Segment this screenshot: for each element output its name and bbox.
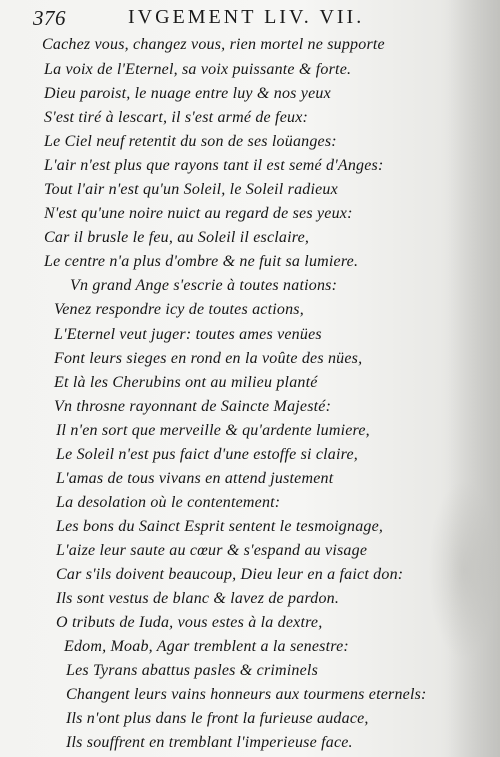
verse-line: Ils sont vestus de blanc & lavez de pardon. xyxy=(56,590,340,607)
verse-line: N'est qu'une noire nuict au regard de ses yeux: xyxy=(44,205,353,222)
verse-line: O tributs de Iuda, vous estes à la dextre, xyxy=(56,614,323,631)
verse-line: Ils souffrent en tremblant l'imperieuse face. xyxy=(66,734,353,751)
verse-line: Edom, Moab, Agar tremblent a la senestre: xyxy=(64,638,349,655)
verse-line: Car il brusle le feu, au Soleil il esclaire, xyxy=(44,229,310,246)
verse-line: S'est tiré à lescart, il s'est armé de feux: xyxy=(44,109,309,126)
verse-line: La voix de l'Eternel, sa voix puissante & forte. xyxy=(44,61,352,78)
verse-line: La desolation où le contentement: xyxy=(56,494,281,511)
verse-line: Changent leurs vains honneurs aux tourmens eternels: xyxy=(66,686,427,703)
verse-line: Le Ciel neuf retentit du son de ses loüanges: xyxy=(44,133,337,150)
verse-line: L'aize leur saute au cœur & s'espand au visage xyxy=(56,542,368,559)
verse-line: L'Eternel veut juger: toutes ames venües xyxy=(54,326,322,343)
verse-line: Dieu paroist, le nuage entre luy & nos yeux xyxy=(44,85,331,102)
verse-line: L'air n'est plus que rayons tant il est semé d'Anges: xyxy=(44,157,384,174)
verse-line: Les Tyrans abattus pasles & criminels xyxy=(66,662,319,679)
verse-line: Le Soleil n'est pus faict d'une estoffe si claire, xyxy=(56,446,358,463)
verse-line: Vn grand Ange s'escrie à toutes nations: xyxy=(70,277,338,294)
verse-line: L'amas de tous vivans en attend justement xyxy=(56,470,334,487)
page-number: 376 xyxy=(33,6,66,30)
verse-line: Le centre n'a plus d'ombre & ne fuit sa lumiere. xyxy=(44,253,359,270)
verse-line: Car s'ils doivent beaucoup, Dieu leur en a faict don: xyxy=(56,566,404,583)
running-head: IVGEMENT LIV. VII. xyxy=(128,6,365,28)
verse-line: Tout l'air n'est qu'un Soleil, le Soleil radieux xyxy=(44,181,338,198)
verse-line: Il n'en sort que merveille & qu'ardente lumiere, xyxy=(56,422,370,439)
verse-line: Font leurs sieges en rond en la voûte des nües, xyxy=(54,350,363,367)
verse-line: Venez respondre icy de toutes actions, xyxy=(54,301,304,318)
verse-line: Ils n'ont plus dans le front la furieuse audace, xyxy=(66,710,369,727)
verse-line: Et là les Cherubins ont au milieu planté xyxy=(54,374,318,391)
verse-line: Vn throsne rayonnant de Saincte Majesté: xyxy=(54,398,332,415)
verse-line: Les bons du Sainct Esprit sentent le tesmoignage, xyxy=(56,518,384,535)
verse-line: Cachez vous, changez vous, rien mortel ne supporte xyxy=(42,36,385,53)
